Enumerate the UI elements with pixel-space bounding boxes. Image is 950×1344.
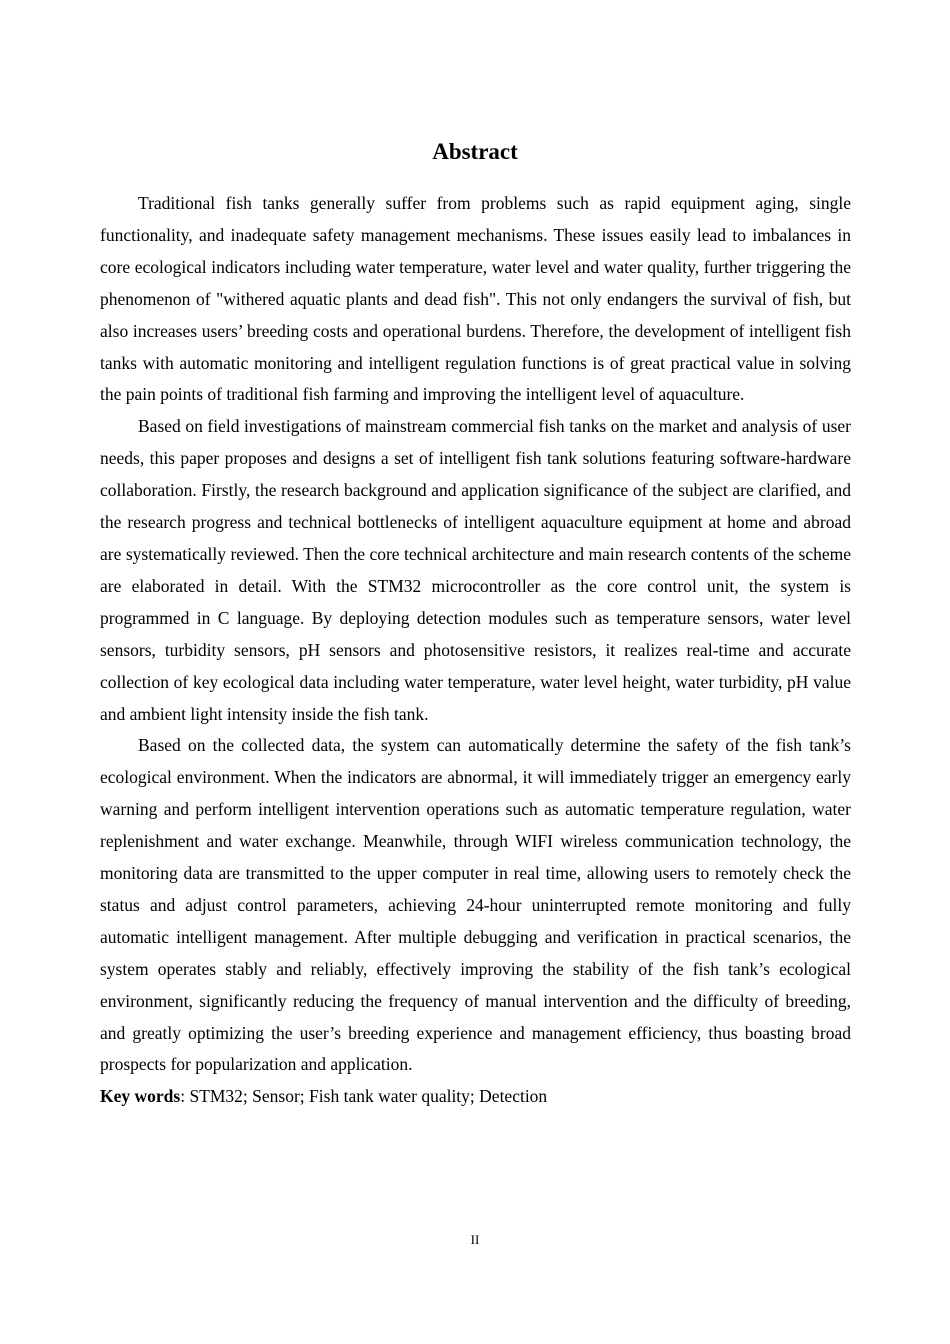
- abstract-paragraph-2: Based on field investigations of mainstream commercial fish tanks on the market and analysis of user needs, this paper proposes and designs a set of intelligent fish tank solutions featuring software-hardware collaboration. Firstly, the research background and application significance of the subject are clarified, and the research progress and technical bottlenecks of intelligent aquaculture equipment at home and abroad are systematically reviewed. Then the core technical architecture and main research contents of the scheme are elaborated in detail. With the STM32 microcontroller as the core control unit, the system is programmed in C language. By deploying detection modules such as temperature sensors, water level sensors, turbidity sensors, pH sensors and photosensitive resistors, it realizes real-time and accurate collection of key ecological data including water temperature, water level height, water turbidity, pH value and ambient light intensity inside the fish tank.: [100, 416, 851, 724]
- keywords-value: STM32; Sensor; Fish tank water quality; Detection: [189, 1086, 548, 1107]
- keywords-label: Key words: [100, 1086, 181, 1107]
- abstract-paragraph-3: Based on the collected data, the system can automatically determine the safety of the fish tank’s ecological environment. When the indicators are abnormal, it will immediately trigger an emergency early warning and perform intelligent intervention operations such as automatic temperature regulation, water replenishment and water exchange. Meanwhile, through WIFI wireless communication technology, the monitoring data are transmitted to the upper computer in real time, allowing users to remotely check the status and adjust control parameters, achieving 24-hour uninterrupted remote monitoring and fully automatic intelligent management. After multiple debugging and verification in practical scenarios, the system operates stably and reliably, effectively improving the stability of the fish tank’s ecological environment, significantly reducing the frequency of manual intervention and the difficulty of breeding, and greatly optimizing the user’s breeding experience and management efficiency, thus boasting broad prospects for popularization and application.: [100, 735, 851, 1075]
- abstract-title: Abstract: [432, 139, 518, 164]
- keywords-separator: :: [180, 1086, 190, 1107]
- page-number: II: [470, 1232, 480, 1247]
- abstract-body: [100, 188, 851, 1113]
- keywords-line: [100, 1081, 851, 1113]
- abstract-paragraph-1: Traditional fish tanks generally suffer from problems such as rapid equipment aging, single functionality, and inadequate safety management mechanisms. These issues easily lead to imbalances in core ecological indicators including water temperature, water level and water quality, further triggering the phenomenon of "withered aquatic plants and dead fish". This not only endangers the survival of fish, but also increases users’ breeding costs and operational burdens. Therefore, the development of intelligent fish tanks with automatic monitoring and intelligent regulation functions is of great practical value in solving the pain points of traditional fish farming and improving the intelligent level of aquaculture.: [100, 193, 851, 405]
